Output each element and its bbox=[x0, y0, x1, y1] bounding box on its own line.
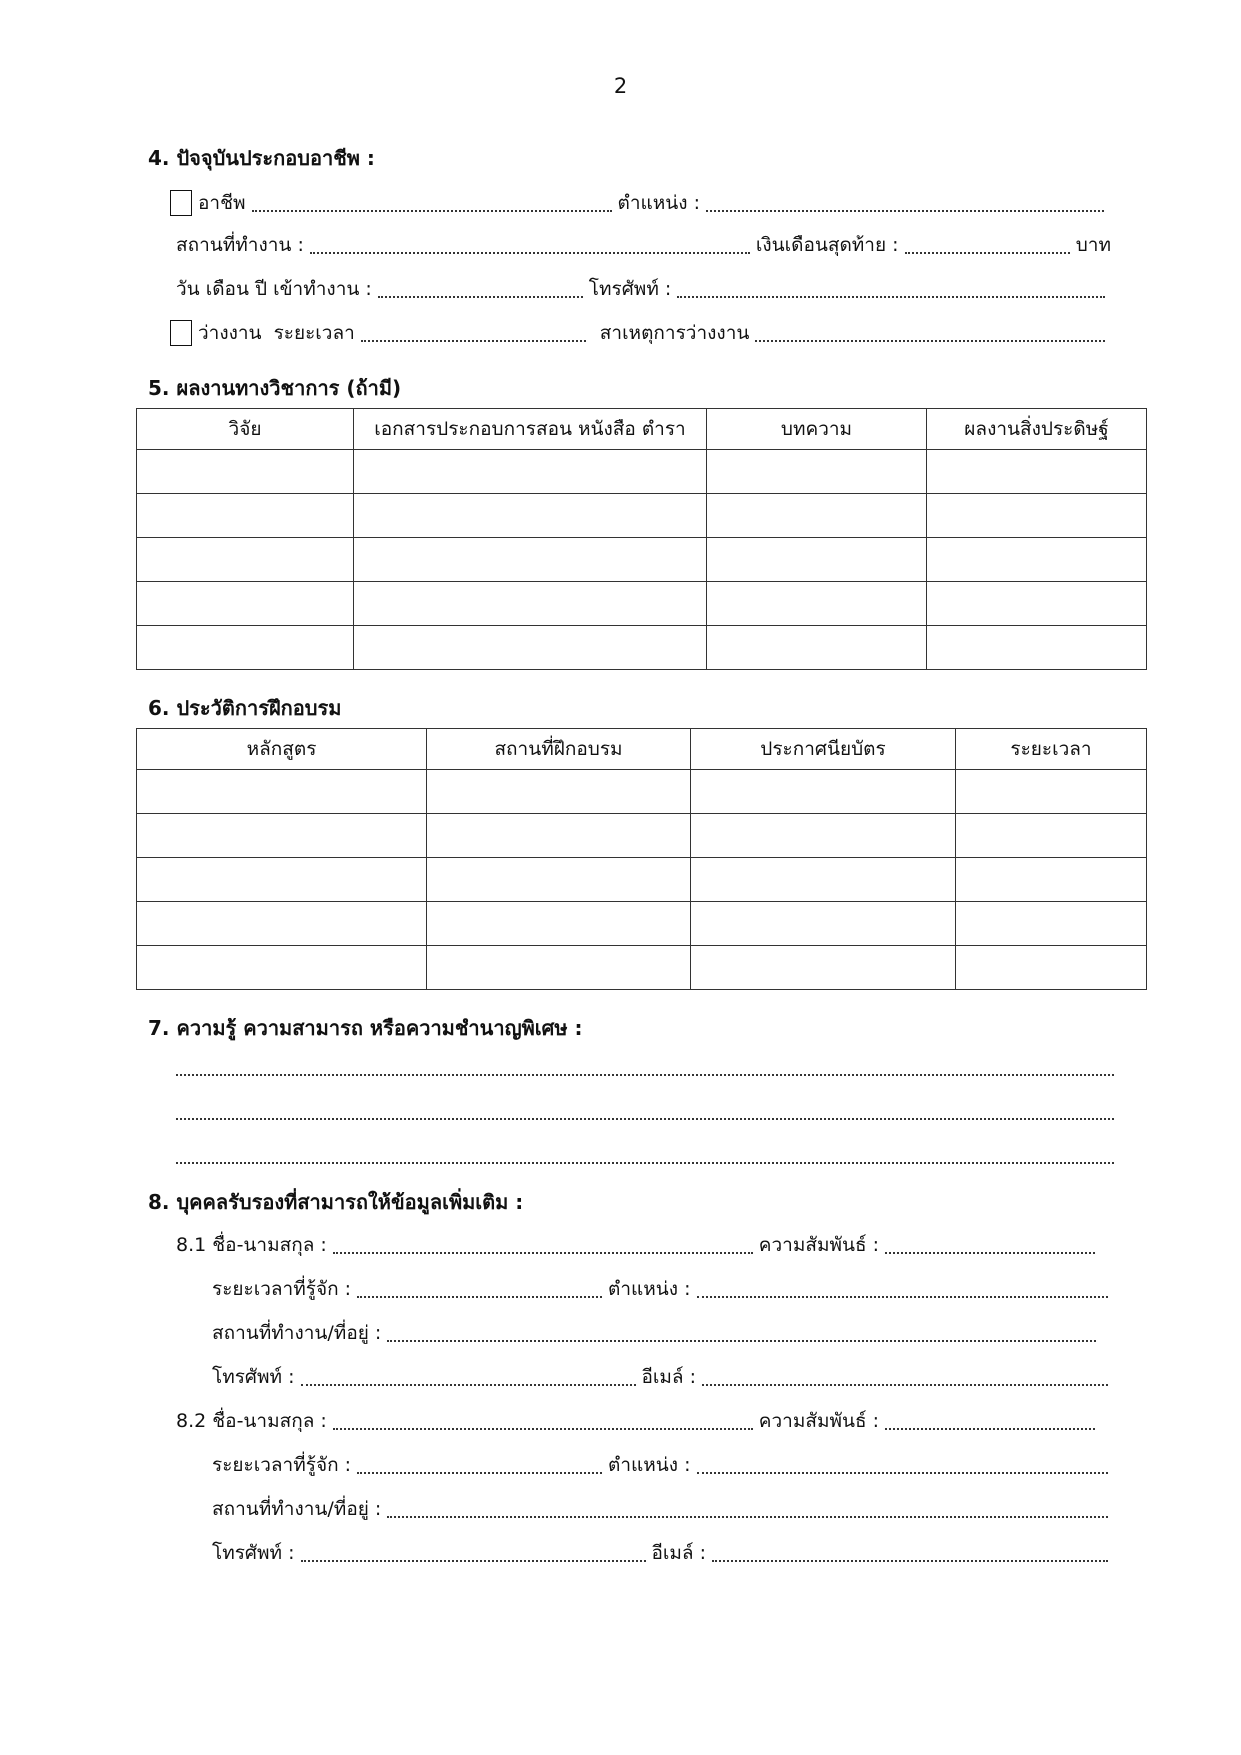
last-salary-label: เงินเดือนสุดท้าย : bbox=[755, 234, 899, 256]
table-cell[interactable] bbox=[137, 582, 354, 626]
skills-line-3[interactable] bbox=[176, 1161, 1114, 1164]
ref1-email-field[interactable] bbox=[702, 1383, 1108, 1386]
start-date-label: วัน เดือน ปี เข้าทำงาน : bbox=[176, 278, 372, 300]
table-cell[interactable] bbox=[691, 858, 956, 902]
ref1-name-label: 8.1 ชื่อ-นามสกุล : bbox=[176, 1234, 327, 1256]
ref2-known-label: ระยะเวลาที่รู้จัก : bbox=[212, 1454, 352, 1476]
table-cell[interactable] bbox=[137, 858, 427, 902]
skills-line-2[interactable] bbox=[176, 1117, 1114, 1120]
position-field[interactable] bbox=[706, 209, 1104, 212]
training-history-table bbox=[136, 728, 1147, 990]
position-label: ตำแหน่ง : bbox=[617, 192, 700, 214]
ref2-phone-label: โทรศัพท์ : bbox=[212, 1542, 295, 1564]
occupation-field[interactable] bbox=[252, 209, 612, 212]
table-row bbox=[137, 538, 1147, 582]
ref1-known-field[interactable] bbox=[357, 1295, 602, 1298]
table-cell[interactable] bbox=[137, 770, 427, 814]
table-cell[interactable] bbox=[137, 946, 427, 990]
table-cell[interactable] bbox=[137, 538, 354, 582]
table-cell[interactable] bbox=[691, 770, 956, 814]
table-cell[interactable] bbox=[427, 902, 691, 946]
table-cell[interactable] bbox=[427, 770, 691, 814]
ref1-address-label: สถานที่ทำงาน/ที่อยู่ : bbox=[212, 1322, 382, 1344]
ref2-phone-row bbox=[212, 1538, 1114, 1568]
duration-field[interactable] bbox=[361, 339, 586, 342]
section-5-title: 5. ผลงานทางวิชาการ (ถ้ามี) bbox=[148, 376, 402, 400]
table-cell[interactable] bbox=[927, 582, 1147, 626]
table-cell[interactable] bbox=[707, 450, 927, 494]
table-cell[interactable] bbox=[137, 494, 354, 538]
workplace-field[interactable] bbox=[310, 251, 750, 254]
column-header: ผลงานสิ่งประดิษฐ์ bbox=[927, 409, 1147, 450]
table-row bbox=[137, 494, 1147, 538]
section-8-title: 8. บุคคลรับรองที่สามารถให้ข้อมูลเพิ่มเติม : bbox=[148, 1190, 524, 1214]
unemployed-checkbox[interactable] bbox=[170, 320, 192, 346]
last-salary-field[interactable] bbox=[905, 251, 1070, 254]
ref2-address-label: สถานที่ทำงาน/ที่อยู่ : bbox=[212, 1498, 382, 1520]
ref1-address-row bbox=[212, 1318, 1102, 1348]
baht-label: บาท bbox=[1075, 234, 1111, 256]
table-row bbox=[137, 814, 1147, 858]
section-4-title: 4. ปัจจุบันประกอบอาชีพ : bbox=[148, 146, 375, 170]
table-cell[interactable] bbox=[427, 946, 691, 990]
table-cell[interactable] bbox=[956, 902, 1147, 946]
workplace-label: สถานที่ทำงาน : bbox=[176, 234, 304, 256]
ref2-email-field[interactable] bbox=[712, 1559, 1108, 1562]
table-cell[interactable] bbox=[354, 582, 707, 626]
unemployed-label: ว่างงาน bbox=[198, 322, 262, 344]
start-date-row bbox=[176, 274, 1111, 304]
column-header: ประกาศนียบัตร bbox=[691, 729, 956, 770]
ref2-name-field[interactable] bbox=[333, 1427, 753, 1430]
table-row bbox=[137, 626, 1147, 670]
section-6-title: 6. ประวัติการฝึกอบรม bbox=[148, 696, 342, 720]
ref1-address-field[interactable] bbox=[387, 1339, 1096, 1342]
ref1-known-label: ระยะเวลาที่รู้จัก : bbox=[212, 1278, 352, 1300]
ref1-relation-field[interactable] bbox=[885, 1251, 1095, 1254]
ref1-phone-label: โทรศัพท์ : bbox=[212, 1366, 295, 1388]
table-cell[interactable] bbox=[707, 582, 927, 626]
table-cell[interactable] bbox=[927, 626, 1147, 670]
workplace-row bbox=[176, 230, 1111, 260]
reason-label: สาเหตุการว่างงาน bbox=[599, 322, 750, 344]
reason-field[interactable] bbox=[755, 339, 1105, 342]
column-header: บทความ bbox=[707, 409, 927, 450]
column-header: ระยะเวลา bbox=[956, 729, 1147, 770]
ref2-known-field[interactable] bbox=[357, 1471, 602, 1474]
occupation-label: อาชีพ bbox=[198, 192, 246, 214]
table-cell[interactable] bbox=[354, 494, 707, 538]
table-cell[interactable] bbox=[354, 626, 707, 670]
table-cell[interactable] bbox=[427, 858, 691, 902]
table-row bbox=[137, 770, 1147, 814]
table-cell[interactable] bbox=[956, 858, 1147, 902]
ref1-phone-field[interactable] bbox=[301, 1383, 636, 1386]
table-cell[interactable] bbox=[927, 450, 1147, 494]
table-row bbox=[137, 858, 1147, 902]
table-cell[interactable] bbox=[691, 946, 956, 990]
table-cell[interactable] bbox=[354, 538, 707, 582]
ref2-relation-label: ความสัมพันธ์ : bbox=[758, 1410, 880, 1432]
table-cell[interactable] bbox=[354, 450, 707, 494]
table-cell[interactable] bbox=[707, 538, 927, 582]
column-header: วิจัย bbox=[137, 409, 354, 450]
table-cell[interactable] bbox=[137, 902, 427, 946]
table-row bbox=[137, 582, 1147, 626]
table-cell[interactable] bbox=[707, 626, 927, 670]
phone-field[interactable] bbox=[677, 295, 1105, 298]
table-row bbox=[137, 450, 1147, 494]
table-cell[interactable] bbox=[707, 494, 927, 538]
table-row bbox=[137, 946, 1147, 990]
ref1-email-label: อีเมล์ : bbox=[641, 1366, 697, 1388]
table-cell[interactable] bbox=[927, 538, 1147, 582]
table-cell[interactable] bbox=[427, 814, 691, 858]
occupation-row bbox=[170, 188, 1110, 218]
table-cell[interactable] bbox=[956, 946, 1147, 990]
column-header: สถานที่ฝึกอบรม bbox=[427, 729, 691, 770]
ref2-relation-field[interactable] bbox=[885, 1427, 1095, 1430]
page-number: 2 bbox=[613, 74, 628, 98]
table-row bbox=[137, 902, 1147, 946]
ref1-name-field[interactable] bbox=[333, 1251, 753, 1254]
table-cell[interactable] bbox=[691, 902, 956, 946]
ref1-name-row bbox=[176, 1230, 1101, 1260]
column-header: เอกสารประกอบการสอน หนังสือ ตำรา bbox=[354, 409, 707, 450]
ref1-known-row bbox=[212, 1274, 1114, 1304]
ref2-known-row bbox=[212, 1450, 1114, 1480]
skills-line-1[interactable] bbox=[176, 1073, 1114, 1076]
table-cell[interactable] bbox=[137, 626, 354, 670]
employed-checkbox[interactable] bbox=[170, 190, 192, 216]
ref1-position-label: ตำแหน่ง : bbox=[608, 1278, 691, 1300]
ref1-relation-label: ความสัมพันธ์ : bbox=[758, 1234, 880, 1256]
duration-label: ระยะเวลา bbox=[273, 322, 355, 344]
table-cell[interactable] bbox=[137, 450, 354, 494]
ref2-position-field[interactable] bbox=[697, 1471, 1108, 1474]
academic-works-table bbox=[136, 408, 1147, 670]
table-cell[interactable] bbox=[956, 814, 1147, 858]
ref1-position-field[interactable] bbox=[697, 1295, 1108, 1298]
ref2-phone-field[interactable] bbox=[301, 1559, 646, 1562]
ref2-name-row bbox=[176, 1406, 1101, 1436]
start-date-field[interactable] bbox=[378, 295, 583, 298]
ref2-position-label: ตำแหน่ง : bbox=[608, 1454, 691, 1476]
ref1-phone-row bbox=[212, 1362, 1114, 1392]
column-header: หลักสูตร bbox=[137, 729, 427, 770]
unemployed-row bbox=[170, 318, 1111, 348]
ref2-address-field[interactable] bbox=[387, 1515, 1108, 1518]
ref2-email-label: อีเมล์ : bbox=[651, 1542, 707, 1564]
table-cell[interactable] bbox=[927, 494, 1147, 538]
table-cell[interactable] bbox=[956, 770, 1147, 814]
ref2-name-label: 8.2 ชื่อ-นามสกุล : bbox=[176, 1410, 327, 1432]
phone-label: โทรศัพท์ : bbox=[588, 278, 672, 300]
section-7-title: 7. ความรู้ ความสามารถ หรือความชำนาญพิเศษ : bbox=[148, 1016, 583, 1040]
ref2-address-row bbox=[212, 1494, 1114, 1524]
table-cell[interactable] bbox=[137, 814, 427, 858]
table-cell[interactable] bbox=[691, 814, 956, 858]
